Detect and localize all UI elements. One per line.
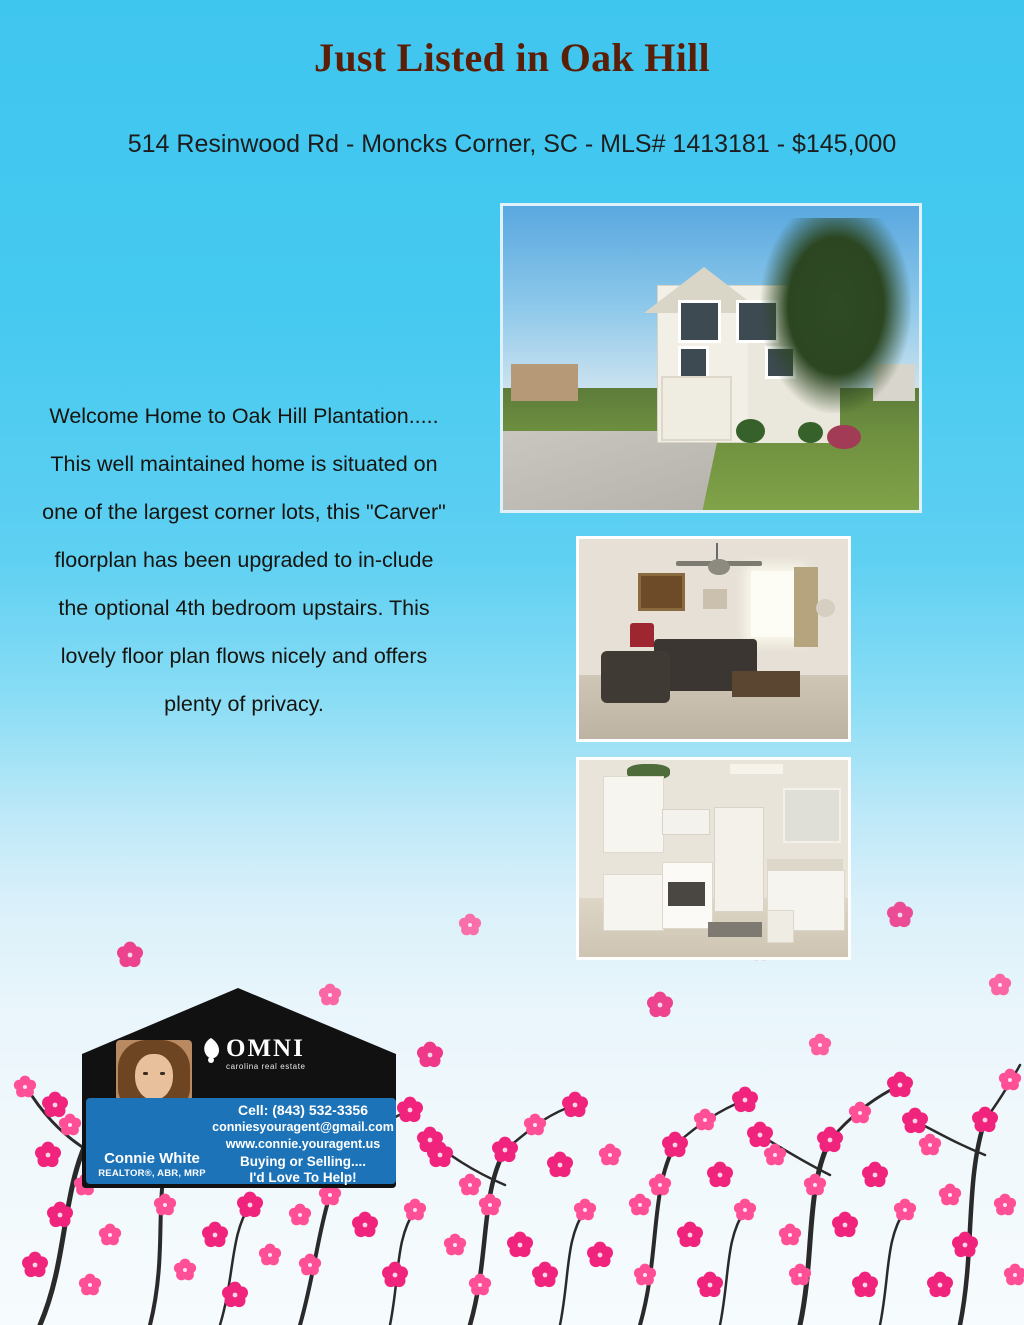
listing-details-line: 514 Resinwood Rd - Moncks Corner, SC - MLS# 1413181 - $145,000 (127, 130, 897, 158)
agent-contact-block (212, 1102, 394, 1153)
agent-website[interactable]: www.connie.youragent.us (225, 1137, 381, 1151)
page-title: Just Listed in Oak Hill (314, 35, 710, 80)
agent-name: Connie White (104, 1150, 200, 1167)
kitchen-photo (576, 757, 851, 960)
omni-brand-name: OMNI (226, 1035, 305, 1062)
property-description: Welcome Home to Oak Hill Plantation..... This well maintained home is situated on one of the largest corner lots, this "Carver" floorplan has been upgraded to in-clude the optional 4th bedroom upstairs. This lovely floor plan flows nicely and offers plenty of privacy. (42, 404, 446, 716)
omni-brand-block (226, 1036, 376, 1070)
living-room-photo (576, 536, 851, 742)
agent-cta (212, 1154, 394, 1186)
omni-brand-tagline: carolina real estate (226, 1062, 306, 1071)
agent-cta-line1: Buying or Selling.... (239, 1154, 366, 1169)
exterior-photo (500, 203, 922, 513)
omni-leaf-icon (200, 1036, 222, 1064)
agent-phone[interactable]: Cell: (843) 532-3356 (238, 1102, 368, 1118)
agent-credentials: REALTOR®, ABR, MRP (98, 1168, 206, 1179)
agent-card-blue-panel (86, 1098, 396, 1184)
agent-contact-card[interactable] (78, 988, 396, 1193)
agent-email[interactable]: conniesyouragent@gmail.com (212, 1120, 394, 1134)
agent-cta-line2: I'd Love To Help! (249, 1170, 357, 1185)
